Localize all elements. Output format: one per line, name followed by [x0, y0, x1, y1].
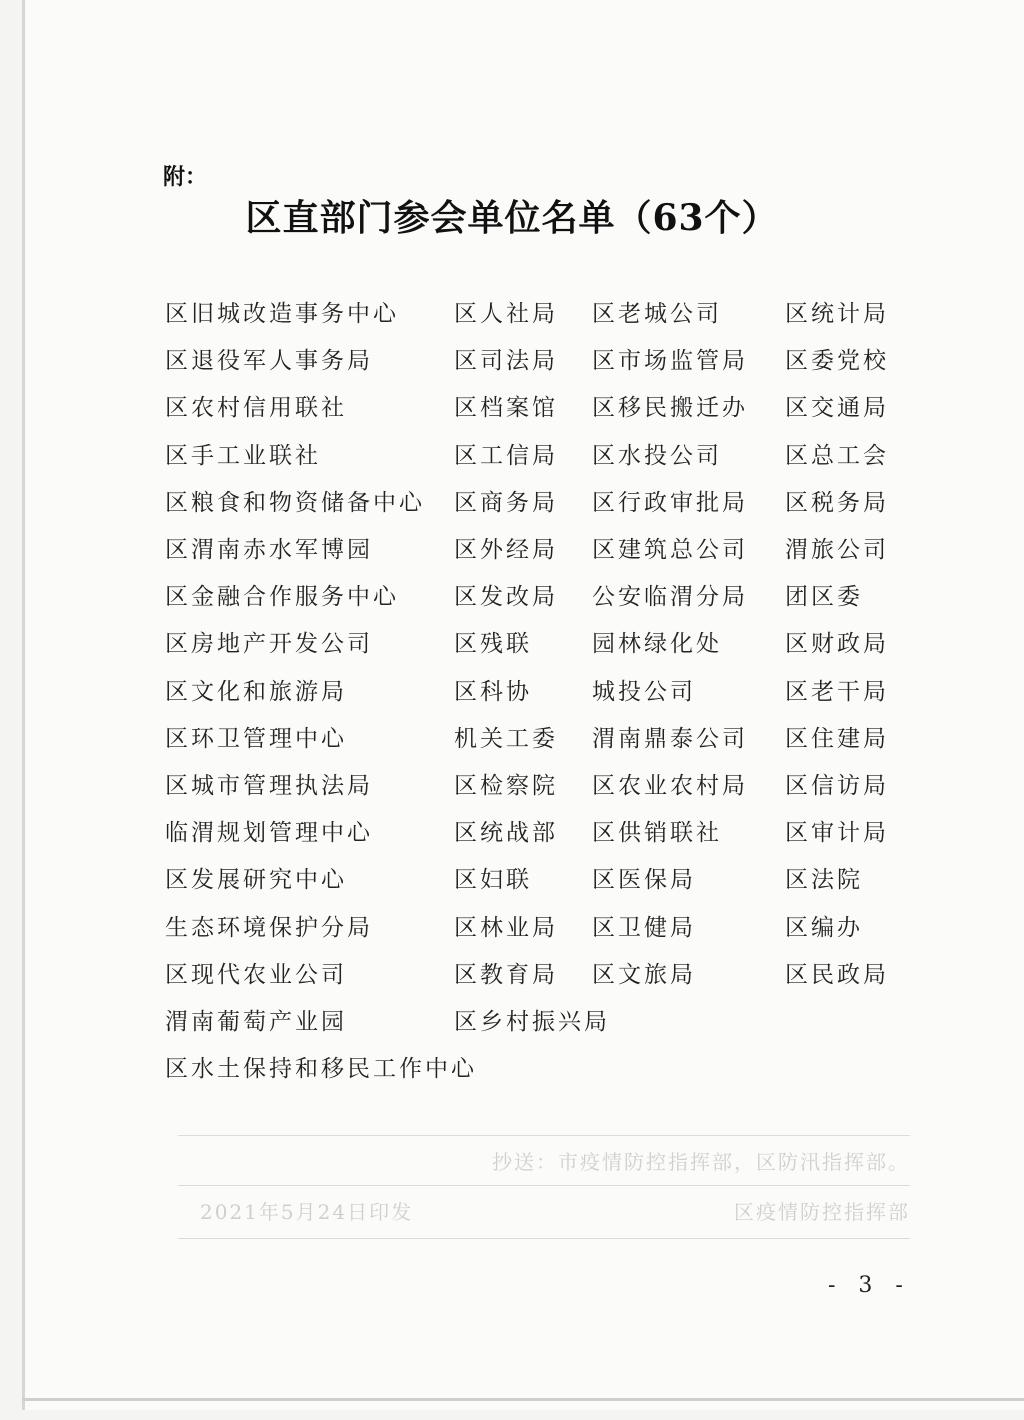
unit-item: 区渭南赤水军博园 [165, 537, 373, 563]
page-number: - 3 - [828, 1273, 911, 1298]
unit-item: 生态环境保护分局 [165, 915, 373, 941]
unit-item: 区发展研究中心 [165, 867, 347, 893]
bleed-through-cc-text: 抄送：市疫情防控指挥部，区防汛指挥部。 [492, 1150, 910, 1174]
unit-item: 区粮食和物资储备中心 [165, 490, 425, 516]
unit-item: 区编办 [785, 915, 863, 941]
unit-item: 临渭规划管理中心 [165, 820, 373, 846]
bleed-through-rule-middle [178, 1185, 910, 1186]
unit-item: 区供销联社 [592, 820, 722, 846]
unit-item: 区城市管理执法局 [165, 773, 373, 799]
unit-item: 区农村信用联社 [165, 395, 347, 421]
unit-item: 区水土保持和移民工作中心 [165, 1056, 477, 1082]
unit-item: 渭南葡萄产业园 [165, 1009, 347, 1035]
unit-item: 区法院 [785, 867, 863, 893]
bleed-through-rule-bottom [178, 1238, 910, 1239]
bleed-through-issuer: 区疫情防控指挥部 [734, 1200, 910, 1224]
unit-item: 区现代农业公司 [165, 962, 347, 988]
unit-item: 区建筑总公司 [592, 537, 748, 563]
unit-item: 区退役军人事务局 [165, 348, 373, 374]
unit-item: 园林绿化处 [592, 631, 722, 657]
unit-item: 区文旅局 [592, 962, 696, 988]
unit-item: 区房地产开发公司 [165, 631, 373, 657]
bleed-through-rule-top [178, 1135, 910, 1136]
unit-item: 区妇联 [454, 867, 532, 893]
unit-item: 区民政局 [785, 962, 889, 988]
unit-item: 区老城公司 [592, 301, 722, 327]
unit-item: 区金融合作服务中心 [165, 584, 399, 610]
unit-item: 区总工会 [785, 443, 889, 469]
unit-item: 区审计局 [785, 820, 889, 846]
unit-item: 渭南鼎泰公司 [592, 726, 748, 752]
page-title: 区直部门参会单位名单（63个） [245, 197, 779, 239]
unit-item: 区医保局 [592, 867, 696, 893]
unit-item: 区市场监管局 [592, 348, 748, 374]
unit-item: 区档案馆 [454, 395, 558, 421]
unit-item: 区发改局 [454, 584, 558, 610]
unit-item: 区林业局 [454, 915, 558, 941]
unit-item: 区信访局 [785, 773, 889, 799]
unit-item: 渭旅公司 [785, 537, 889, 563]
unit-item: 区文化和旅游局 [165, 679, 347, 705]
unit-item: 区旧城改造事务中心 [165, 301, 399, 327]
unit-item: 区科协 [454, 679, 532, 705]
unit-item: 区财政局 [785, 631, 889, 657]
unit-item: 区移民搬迁办 [592, 395, 748, 421]
unit-item: 团区委 [785, 584, 863, 610]
unit-item: 区老干局 [785, 679, 889, 705]
unit-item: 区行政审批局 [592, 490, 748, 516]
scan-bottom-edge [22, 1398, 1024, 1401]
unit-item: 区工信局 [454, 443, 558, 469]
unit-item: 区统战部 [454, 820, 558, 846]
unit-item: 区人社局 [454, 301, 558, 327]
unit-item: 区司法局 [454, 348, 558, 374]
unit-item: 区农业农村局 [592, 773, 748, 799]
unit-item: 机关工委 [454, 726, 558, 752]
unit-item: 区乡村振兴局 [454, 1009, 610, 1035]
unit-item: 区商务局 [454, 490, 558, 516]
unit-item: 区税务局 [785, 490, 889, 516]
unit-item: 城投公司 [592, 679, 696, 705]
unit-item: 区外经局 [454, 537, 558, 563]
unit-item: 区交通局 [785, 395, 889, 421]
unit-item: 区卫健局 [592, 915, 696, 941]
unit-item: 区手工业联社 [165, 443, 321, 469]
unit-item: 区委党校 [785, 348, 889, 374]
unit-item: 区教育局 [454, 962, 558, 988]
unit-item: 区残联 [454, 631, 532, 657]
unit-item: 公安临渭分局 [592, 584, 748, 610]
unit-item: 区环卫管理中心 [165, 726, 347, 752]
unit-item: 区水投公司 [592, 443, 722, 469]
unit-item: 区住建局 [785, 726, 889, 752]
attachment-label: 附： [163, 165, 208, 190]
unit-item: 区统计局 [785, 301, 889, 327]
unit-item: 区检察院 [454, 773, 558, 799]
bleed-through-date: 2021年5月24日印发 [200, 1200, 414, 1224]
